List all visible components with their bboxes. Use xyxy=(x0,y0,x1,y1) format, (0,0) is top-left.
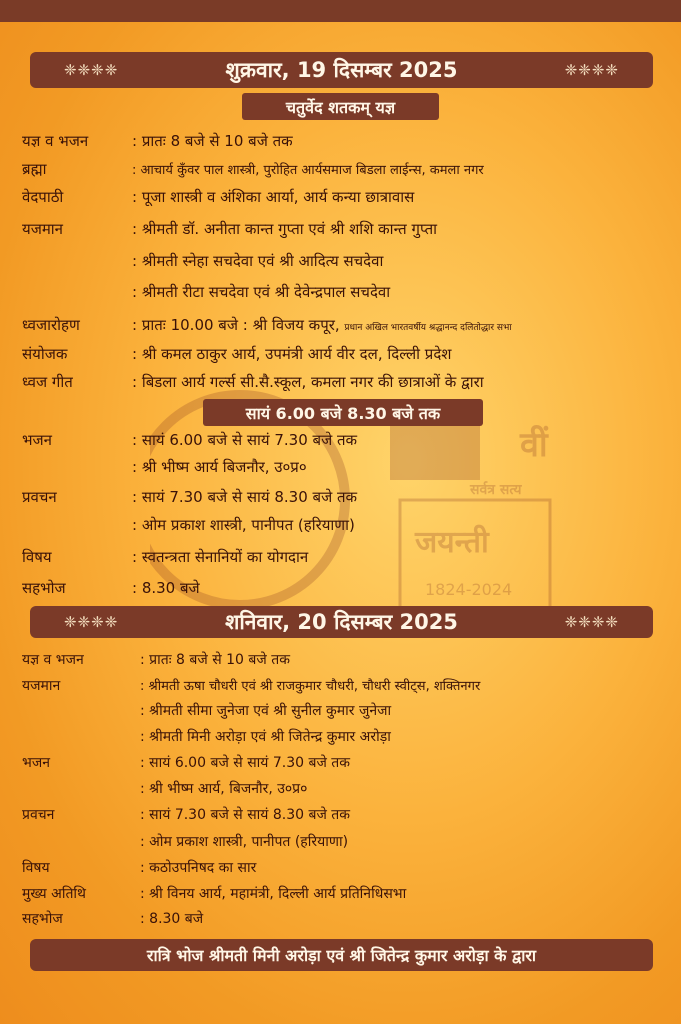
ornament-right-icon: ❈❈❈❈ xyxy=(564,61,619,79)
day2-row xyxy=(22,855,671,879)
day1-row xyxy=(22,313,671,337)
row-value: : श्रीमती स्नेहा सचदेवा एवं श्री आदित्य सचदेवा xyxy=(132,252,384,270)
row-value: : श्रीमती मिनी अरोड़ा एवं श्री जितेन्द्र कुमार अरोड़ा xyxy=(140,728,391,745)
ornament-left-icon: ❈❈❈❈ xyxy=(64,61,119,79)
footer-banner xyxy=(30,939,653,971)
row-value: : प्रातः 8 बजे से 10 बजे तक xyxy=(132,132,293,150)
row-value: : बिडला आर्य गर्ल्स सी.सै.स्कूल, कमला नगर की छात्राओं के द्वारा xyxy=(132,373,484,391)
day2-row xyxy=(22,776,671,800)
row-value: : सायं 6.00 बजे से सायं 7.30 बजे तक xyxy=(140,754,351,771)
evening-time-title: सायं 6.00 बजे 8.30 बजे तक xyxy=(245,403,441,423)
row-value: : श्रीमती ऊषा चौधरी एवं श्री राजकुमार चौधरी, चौधरी स्वीट्स, शक्तिनगर xyxy=(140,679,481,694)
row-value: : स्वतन्त्रता सेनानियों का योगदान xyxy=(132,548,309,566)
row-value: : श्री भीष्म आर्य, बिजनौर, उ०प्र० xyxy=(140,780,308,797)
row-value: : 8.30 बजे xyxy=(140,910,204,927)
row-label: वेदपाठी xyxy=(22,188,64,206)
day1-row xyxy=(22,185,671,209)
row-label: यज्ञ व भजन xyxy=(22,651,84,668)
day1-row xyxy=(22,157,671,181)
row-label: ध्वजारोहण xyxy=(22,316,80,334)
row-label: सहभोज xyxy=(22,910,63,927)
evening-row xyxy=(22,513,671,537)
row-value: : श्रीमती डॉ. अनीता कान्त गुप्ता एवं श्री शशि कान्त गुप्ता xyxy=(132,220,438,238)
row-value: : प्रातः 10.00 बजे : श्री विजय कपूर, xyxy=(132,316,340,334)
row-label: प्रवचन xyxy=(22,806,55,823)
watermark-jayanti: जयन्ती xyxy=(415,525,489,560)
day2-row xyxy=(22,647,671,671)
yajna-title: चतुर्वेद शतकम् यज्ञ xyxy=(285,97,396,117)
row-label: भजन xyxy=(22,754,50,771)
day2-row xyxy=(22,906,671,930)
day2-row xyxy=(22,698,671,722)
row-value: : श्री कमल ठाकुर आर्य, उपमंत्री आर्य वीर दल, दिल्ली प्रदेश xyxy=(132,345,452,363)
row-value: : ओम प्रकाश शास्त्री, पानीपत (हरियाणा) xyxy=(132,516,355,534)
row-value: : सायं 7.30 बजे से सायं 8.30 बजे तक xyxy=(140,806,351,823)
row-value: : श्रीमती सीमा जुनेजा एवं श्री सुनील कुमार जुनेजा xyxy=(140,702,392,719)
row-value-wrap xyxy=(132,315,671,335)
row-value: : सायं 6.00 बजे से सायं 7.30 बजे तक xyxy=(132,431,358,449)
row-value: : श्री भीष्म आर्य बिजनौर, उ०प्र० xyxy=(132,458,307,476)
row-label: यज्ञ व भजन xyxy=(22,132,89,150)
day2-row xyxy=(22,750,671,774)
row-value: : आचार्य कुँवर पाल शास्त्री, पुरोहित आर्यसमाज बिडला लाईन्स, कमला नगर xyxy=(132,163,484,178)
watermark-years: 1824-2024 xyxy=(425,580,513,599)
day2-row xyxy=(22,829,671,853)
day1-header-banner xyxy=(30,52,653,88)
row-note: प्रधान अखिल भारतवर्षीय श्रद्धानन्द दलितोद्धार सभा xyxy=(344,323,512,333)
day1-date-title: शुक्रवार, 19 दिसम्बर 2025 xyxy=(225,58,458,82)
row-label: विषय xyxy=(22,859,50,876)
day1-row xyxy=(22,217,671,241)
ornament-right-icon: ❈❈❈❈ xyxy=(564,613,619,631)
row-value: : सायं 7.30 बजे से सायं 8.30 बजे तक xyxy=(132,488,358,506)
row-label: संयोजक xyxy=(22,345,68,363)
row-label: यजमान xyxy=(22,220,64,238)
day2-date-title: शनिवार, 20 दिसम्बर 2025 xyxy=(225,610,458,634)
evening-row xyxy=(22,576,671,600)
row-label: ब्रह्मा xyxy=(22,160,47,178)
evening-row xyxy=(22,455,671,479)
ornament-left-icon: ❈❈❈❈ xyxy=(64,613,119,631)
day1-row xyxy=(22,342,671,366)
day2-row xyxy=(22,802,671,826)
top-strip xyxy=(0,0,681,22)
day1-row xyxy=(22,370,671,394)
row-label: सहभोज xyxy=(22,579,66,597)
row-value: : श्री विनय आर्य, महामंत्री, दिल्ली आर्य प्रतिनिधिसभा xyxy=(140,885,407,902)
row-value: : पूजा शास्त्री व अंशिका आर्या, आर्य कन्या छात्रावास xyxy=(132,188,415,206)
watermark-tagline: सर्वत्र सत्य xyxy=(470,482,522,498)
evening-row xyxy=(22,428,671,452)
row-value: : प्रातः 8 बजे से 10 बजे तक xyxy=(140,651,290,668)
row-label: भजन xyxy=(22,431,53,449)
row-value: : श्रीमती रीटा सचदेवा एवं श्री देवेन्द्रपाल सचदेवा xyxy=(132,283,391,301)
row-value: : कठोउपनिषद का सार xyxy=(140,859,257,876)
row-value: : ओम प्रकाश शास्त्री, पानीपत (हरियाणा) xyxy=(140,833,349,850)
day2-header-banner xyxy=(30,606,653,638)
evening-row xyxy=(22,485,671,509)
row-label: यजमान xyxy=(22,677,61,694)
row-label: ध्वज गीत xyxy=(22,373,73,391)
evening-sub-banner xyxy=(203,399,483,426)
watermark-ordinal: वीं xyxy=(520,425,548,465)
row-label: मुख्य अतिथि xyxy=(22,885,87,902)
row-value: : 8.30 बजे xyxy=(132,579,200,597)
row-label: विषय xyxy=(22,548,52,566)
day1-sub-banner xyxy=(242,93,439,120)
day1-row xyxy=(22,280,671,304)
day2-row xyxy=(22,724,671,748)
dinner-host-text: रात्रि भोज श्रीमती मिनी अरोड़ा एवं श्री जितेन्द्र कुमार अरोड़ा के द्वारा xyxy=(146,946,537,965)
day2-row xyxy=(22,673,671,697)
day1-row xyxy=(22,129,671,153)
day2-row xyxy=(22,881,671,905)
day1-row xyxy=(22,249,671,273)
row-label: प्रवचन xyxy=(22,488,57,506)
evening-row xyxy=(22,545,671,569)
